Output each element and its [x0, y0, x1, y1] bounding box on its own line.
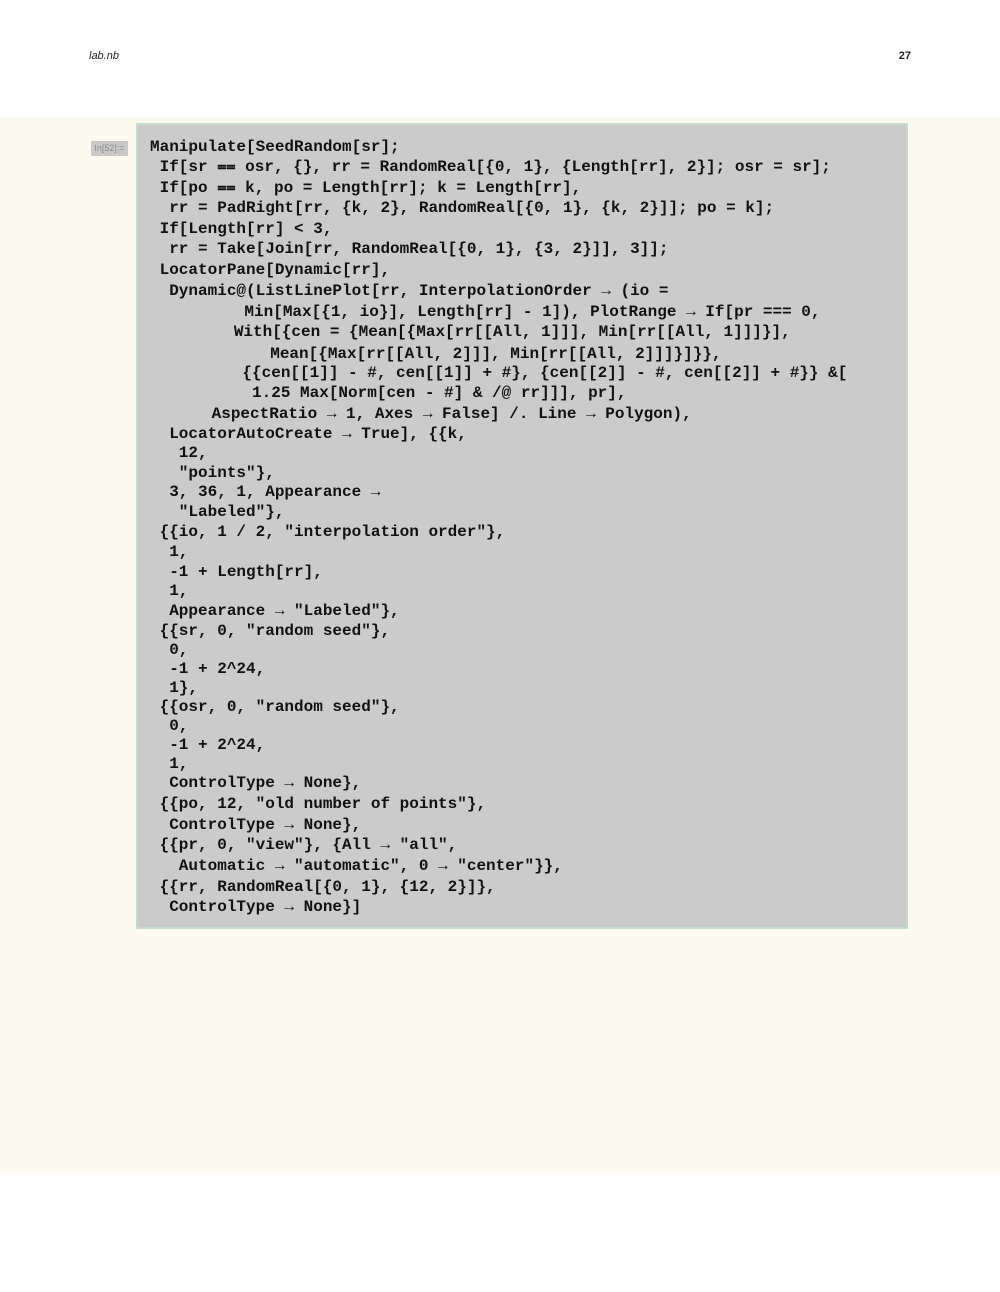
code-line: -1 + 2^24, — [150, 660, 266, 678]
code-line: "points"}, — [150, 464, 275, 482]
code-line: 1, — [150, 755, 189, 773]
code-line: {{pr, 0, "view"}, {All → "all", — [150, 836, 458, 854]
input-cell-label: In[52]:= — [91, 141, 128, 156]
code-line: {{osr, 0, "random seed"}, — [150, 698, 400, 716]
code-line: 0, — [150, 641, 189, 659]
code-line: LocatorAutoCreate → True], {{k, — [150, 425, 467, 443]
code-line: ControlType → None}] — [150, 898, 362, 916]
code-line: 1, — [150, 543, 189, 561]
code-line: 1}, — [150, 679, 199, 697]
input-code-cell[interactable] — [136, 123, 908, 929]
code-line: 12, — [150, 444, 208, 462]
code-line: LocatorPane[Dynamic[rr], — [150, 261, 391, 279]
code-line: {{cen[[1]] - #, cen[[1]] + #}, {cen[[2]] - #, cen[[2]] + #}} &[ — [156, 364, 848, 382]
page-number: 27 — [898, 50, 911, 62]
code-line: If[Length[rr] < 3, — [150, 220, 333, 238]
code-line: If[po ⩵ k, po = Length[rr]; k = Length[rr], — [150, 179, 582, 197]
code-line: rr = Take[Join[rr, RandomReal[{0, 1}, {3, 2}]], 3]]; — [150, 240, 669, 258]
code-line: rr = PadRight[rr, {k, 2}, RandomReal[{0, 1}, {k, 2}]]; po = k]; — [150, 199, 775, 217]
code-line: {{po, 12, "old number of points"}, — [150, 795, 487, 813]
code-line: Min[Max[{1, io}], Length[rr] - 1]), PlotRange → If[pr === 0, — [158, 303, 821, 321]
code-line: With[{cen = {Mean[{Max[rr[[All, 1]]], Min[rr[[All, 1]]]}], — [157, 323, 791, 341]
code-line: ControlType → None}, — [150, 816, 362, 834]
code-line: Mean[{Max[rr[[All, 2]]], Min[rr[[All, 2]]]}]}}, — [155, 345, 722, 363]
code-line: Dynamic@(ListLinePlot[rr, InterpolationOrder → (io = — [150, 282, 669, 300]
code-line: {{sr, 0, "random seed"}, — [150, 622, 391, 640]
code-line: If[sr ⩵ osr, {}, rr = RandomReal[{0, 1}, {Length[rr], 2}]; osr = sr]; — [150, 158, 831, 176]
code-line: 1.25 Max[Norm[cen - #] & /@ rr]]], pr], — [156, 384, 627, 402]
code-line: 0, — [150, 717, 189, 735]
code-line: 3, 36, 1, Appearance → — [150, 483, 381, 501]
page-header — [89, 50, 911, 70]
code-line: -1 + Length[rr], — [150, 563, 323, 581]
code-line: Automatic → "automatic", 0 → "center"}}, — [150, 857, 563, 875]
code-line: -1 + 2^24, — [150, 736, 266, 754]
code-line: Manipulate[SeedRandom[sr]; — [150, 138, 400, 156]
code-line: Appearance → "Labeled"}, — [150, 602, 400, 620]
code-line: {{rr, RandomReal[{0, 1}, {12, 2}]}, — [150, 878, 496, 896]
code-line: 1, — [150, 582, 189, 600]
notebook-title: lab.nb — [89, 50, 119, 62]
code-line: {{io, 1 / 2, "interpolation order"}, — [150, 523, 506, 541]
code-line: AspectRatio → 1, Axes → False] /. Line → Polygon), — [154, 405, 692, 423]
code-line: "Labeled"}, — [150, 503, 285, 521]
code-line: ControlType → None}, — [150, 774, 362, 792]
